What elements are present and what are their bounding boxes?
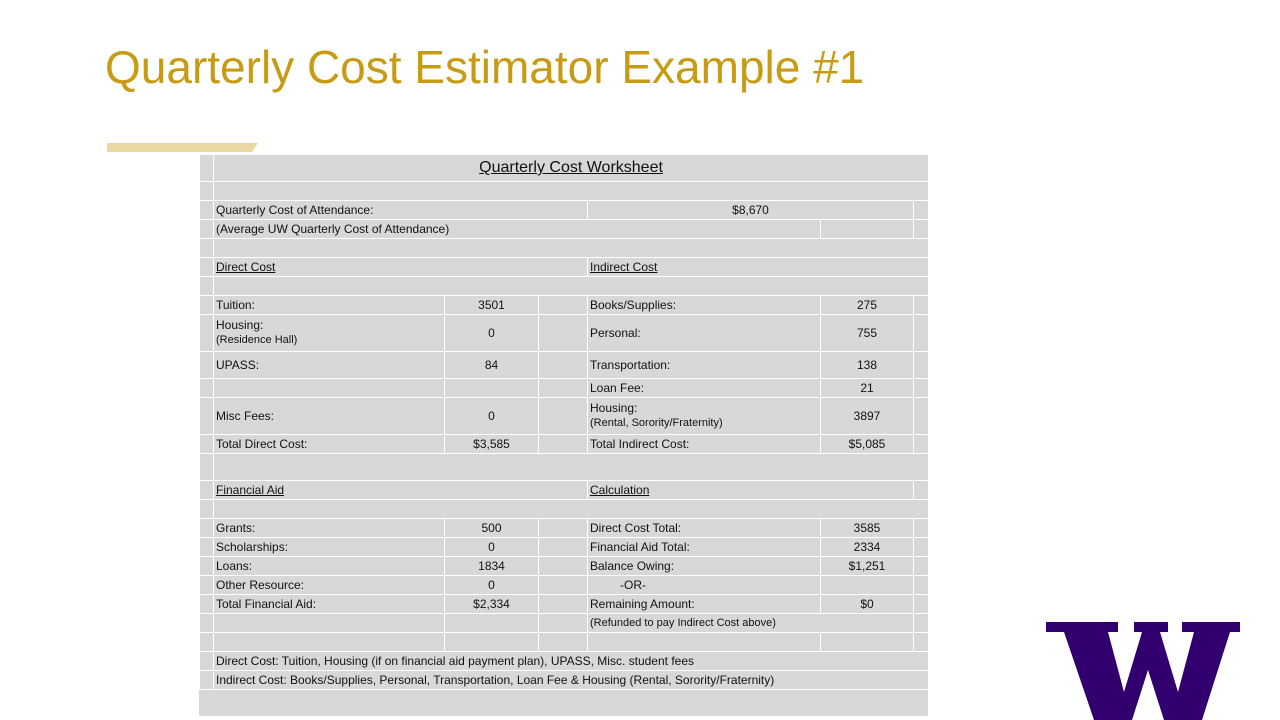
- tuition-label: Tuition:: [214, 296, 445, 315]
- coa-note: (Average UW Quarterly Cost of Attendance): [214, 220, 821, 239]
- table-row: [200, 576, 929, 595]
- transport-label: Transportation:: [588, 352, 821, 379]
- rental-housing-label: Housing:: [590, 401, 638, 415]
- table-row: [200, 633, 929, 652]
- table-row: [200, 315, 929, 352]
- direct-total-value: 3585: [821, 519, 914, 538]
- books-value: 275: [821, 296, 914, 315]
- table-row: [200, 652, 929, 671]
- table-row: [200, 538, 929, 557]
- table-row: [200, 671, 929, 690]
- table-row: [200, 155, 929, 182]
- table-row: [200, 352, 929, 379]
- loans-value: 1834: [445, 557, 539, 576]
- table-row: [200, 614, 929, 633]
- table-row: [200, 220, 929, 239]
- table-row: [200, 296, 929, 315]
- accent-bar: [107, 143, 258, 152]
- table-row: [200, 239, 929, 258]
- remaining-amount-value: $0: [821, 595, 914, 614]
- balance-owing-label: Balance Owing:: [588, 557, 821, 576]
- table-row: [200, 481, 929, 500]
- balance-owing-value: $1,251: [821, 557, 914, 576]
- total-aid-value: $2,334: [445, 595, 539, 614]
- rental-housing-note: (Rental, Sorority/Fraternity): [590, 417, 723, 429]
- table-row: [200, 557, 929, 576]
- table-row: [200, 201, 929, 220]
- total-indirect-value: $5,085: [821, 435, 914, 454]
- misc-fees-value: 0: [445, 398, 539, 435]
- rental-housing-value: 3897: [821, 398, 914, 435]
- upass-value: 84: [445, 352, 539, 379]
- table-row: [200, 379, 929, 398]
- loans-label: Loans:: [214, 557, 445, 576]
- scholarships-value: 0: [445, 538, 539, 557]
- grants-label: Grants:: [214, 519, 445, 538]
- remaining-amount-label: Remaining Amount:: [588, 595, 821, 614]
- worksheet-title: Quarterly Cost Worksheet: [479, 159, 663, 176]
- calculation-header: Calculation: [590, 483, 650, 497]
- table-row: [200, 519, 929, 538]
- books-label: Books/Supplies:: [588, 296, 821, 315]
- total-direct-label: Total Direct Cost:: [214, 435, 445, 454]
- loan-fee-label: Loan Fee:: [588, 379, 821, 398]
- personal-value: 755: [821, 315, 914, 352]
- aid-total-label: Financial Aid Total:: [588, 538, 821, 557]
- other-resource-label: Other Resource:: [214, 576, 445, 595]
- aid-total-value: 2334: [821, 538, 914, 557]
- table-row: [200, 454, 929, 481]
- table-row: [200, 258, 929, 277]
- housing-label: Housing:: [216, 318, 264, 332]
- footnote-indirect: Indirect Cost: Books/Supplies, Personal, Transportation, Loan Fee & Housing (Rental, Sorority/Fraternity): [214, 671, 929, 690]
- coa-value: $8,670: [588, 201, 914, 220]
- misc-fees-label: Misc Fees:: [214, 398, 445, 435]
- remaining-note: (Refunded to pay Indirect Cost above): [588, 614, 914, 633]
- direct-cost-header: Direct Cost: [216, 260, 276, 274]
- total-aid-label: Total Financial Aid:: [214, 595, 445, 614]
- coa-label: Quarterly Cost of Attendance:: [214, 201, 588, 220]
- financial-aid-header: Financial Aid: [216, 483, 285, 497]
- tuition-value: 3501: [445, 296, 539, 315]
- personal-label: Personal:: [588, 315, 821, 352]
- scholarships-label: Scholarships:: [214, 538, 445, 557]
- table-row: [200, 435, 929, 454]
- housing-note: (Residence Hall): [216, 334, 298, 346]
- table-row: [200, 500, 929, 519]
- total-indirect-label: Total Indirect Cost:: [588, 435, 821, 454]
- uw-w-logo-icon: [1046, 622, 1242, 720]
- table-row: [200, 398, 929, 435]
- or-label: -OR-: [620, 578, 646, 592]
- table-row: [200, 595, 929, 614]
- cost-worksheet: [199, 154, 928, 716]
- footnote-direct: Direct Cost: Tuition, Housing (if on financial aid payment plan), UPASS, Misc. student fees: [214, 652, 929, 671]
- total-direct-value: $3,585: [445, 435, 539, 454]
- grants-value: 500: [445, 519, 539, 538]
- worksheet-table: [199, 154, 928, 690]
- table-row: [200, 182, 929, 201]
- housing-value: 0: [445, 315, 539, 352]
- table-row: [200, 277, 929, 296]
- upass-label: UPASS:: [214, 352, 445, 379]
- other-resource-value: 0: [445, 576, 539, 595]
- loan-fee-value: 21: [821, 379, 914, 398]
- page-title: Quarterly Cost Estimator Example #1: [105, 41, 865, 93]
- transport-value: 138: [821, 352, 914, 379]
- direct-total-label: Direct Cost Total:: [588, 519, 821, 538]
- indirect-cost-header: Indirect Cost: [590, 260, 658, 274]
